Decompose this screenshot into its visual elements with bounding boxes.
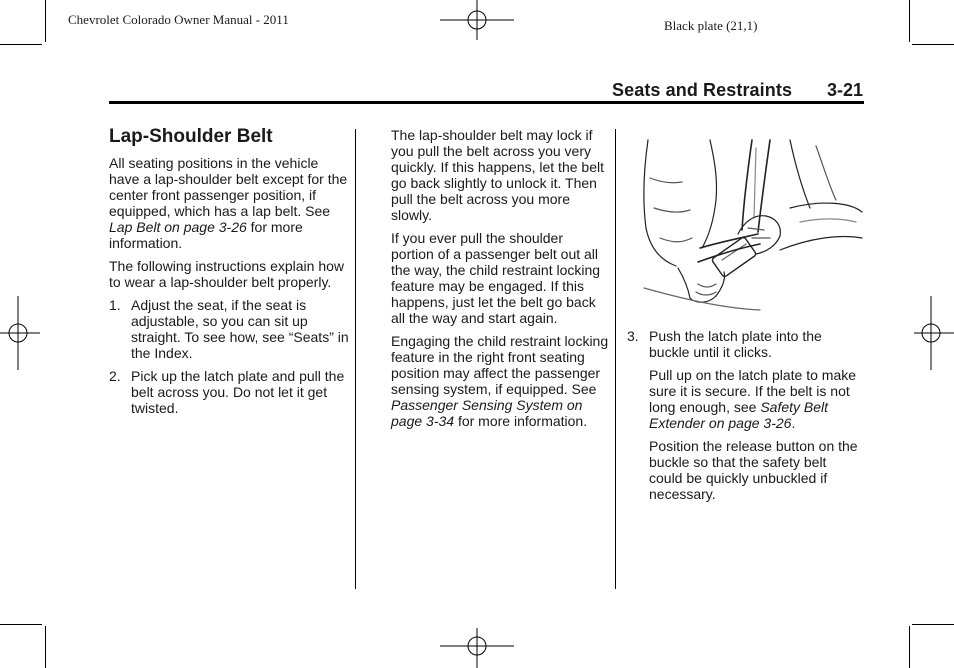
list-item: 2. Pick up the latch plate and pull the belt across you. Do not let it get twisted. bbox=[109, 368, 345, 416]
crop-mark bbox=[912, 624, 954, 625]
crop-mark bbox=[45, 626, 46, 668]
registration-mark-bottom bbox=[440, 624, 514, 668]
paragraph: The following instructions explain how to wear a lap-shoulder belt properly. bbox=[109, 258, 345, 290]
cross-reference-link[interactable]: Passenger Sensing System on page 3-34 bbox=[391, 397, 583, 429]
paragraph: The lap-shoulder belt may lock if you pull the belt across you very quickly. If this happens, let the belt go back slightly to unlock it. Then pull the belt across you more slowly. bbox=[391, 127, 604, 223]
column-2 bbox=[391, 127, 609, 436]
column-3 bbox=[627, 328, 863, 509]
registration-mark-left bbox=[0, 296, 46, 370]
header-rule bbox=[109, 101, 864, 104]
paragraph: If you ever pull the shoulder portion of a passenger belt out all the way, the child restraint locking feature may be engaged. If this happens, just let the belt go back all the way and start again. bbox=[391, 230, 601, 326]
paragraph: Position the release button on the buckle so that the safety belt could be quickly unbuckled if necessary. bbox=[649, 438, 858, 502]
column-divider bbox=[355, 129, 356, 589]
list-item: 1. Adjust the seat, if the seat is adjustable, so you can sit up straight. To see how, see “Seats” in the Index. bbox=[109, 297, 349, 361]
cross-reference-link[interactable]: Safety Belt Extender on page 3-26 bbox=[649, 399, 829, 431]
list-item: 3. Push the latch plate into the buckle until it clicks. bbox=[627, 328, 822, 360]
plate-label: Black plate (21,1) bbox=[664, 18, 758, 33]
cross-reference-link[interactable]: Lap Belt on page 3-26 bbox=[109, 219, 247, 235]
registration-mark-top bbox=[440, 0, 514, 44]
page-number: 3-21 bbox=[827, 80, 864, 100]
registration-mark-right bbox=[908, 296, 954, 370]
crop-mark bbox=[0, 44, 42, 45]
section-title: Seats and Restraints bbox=[612, 80, 793, 100]
crop-mark bbox=[909, 0, 910, 42]
crop-mark bbox=[45, 0, 46, 42]
latch-plate-illustration bbox=[640, 138, 864, 320]
crop-mark bbox=[912, 44, 954, 45]
crop-mark bbox=[0, 624, 42, 625]
crop-mark bbox=[909, 626, 910, 668]
print-title: Chevrolet Colorado Owner Manual - 2011 bbox=[68, 12, 289, 27]
column-divider bbox=[615, 129, 616, 589]
paragraph: All seating positions in the vehicle have a lap-shoulder belt except for the center front passenger position, if equipped, which has a lap belt. See Lap Belt on page 3-26 for more information. bbox=[109, 155, 348, 251]
page-title: Lap-Shoulder Belt bbox=[109, 126, 273, 147]
paragraph: Engaging the child restraint locking feature in the right front seating position may affect the passenger sensing system, if equipped. See Passenger Sensing System on page 3-34 for more information. bbox=[391, 333, 609, 429]
paragraph: Pull up on the latch plate to make sure it is secure. If the belt is not long enough, see Safety Belt Extender on page 3-26. bbox=[649, 367, 857, 431]
column-1 bbox=[109, 155, 349, 423]
